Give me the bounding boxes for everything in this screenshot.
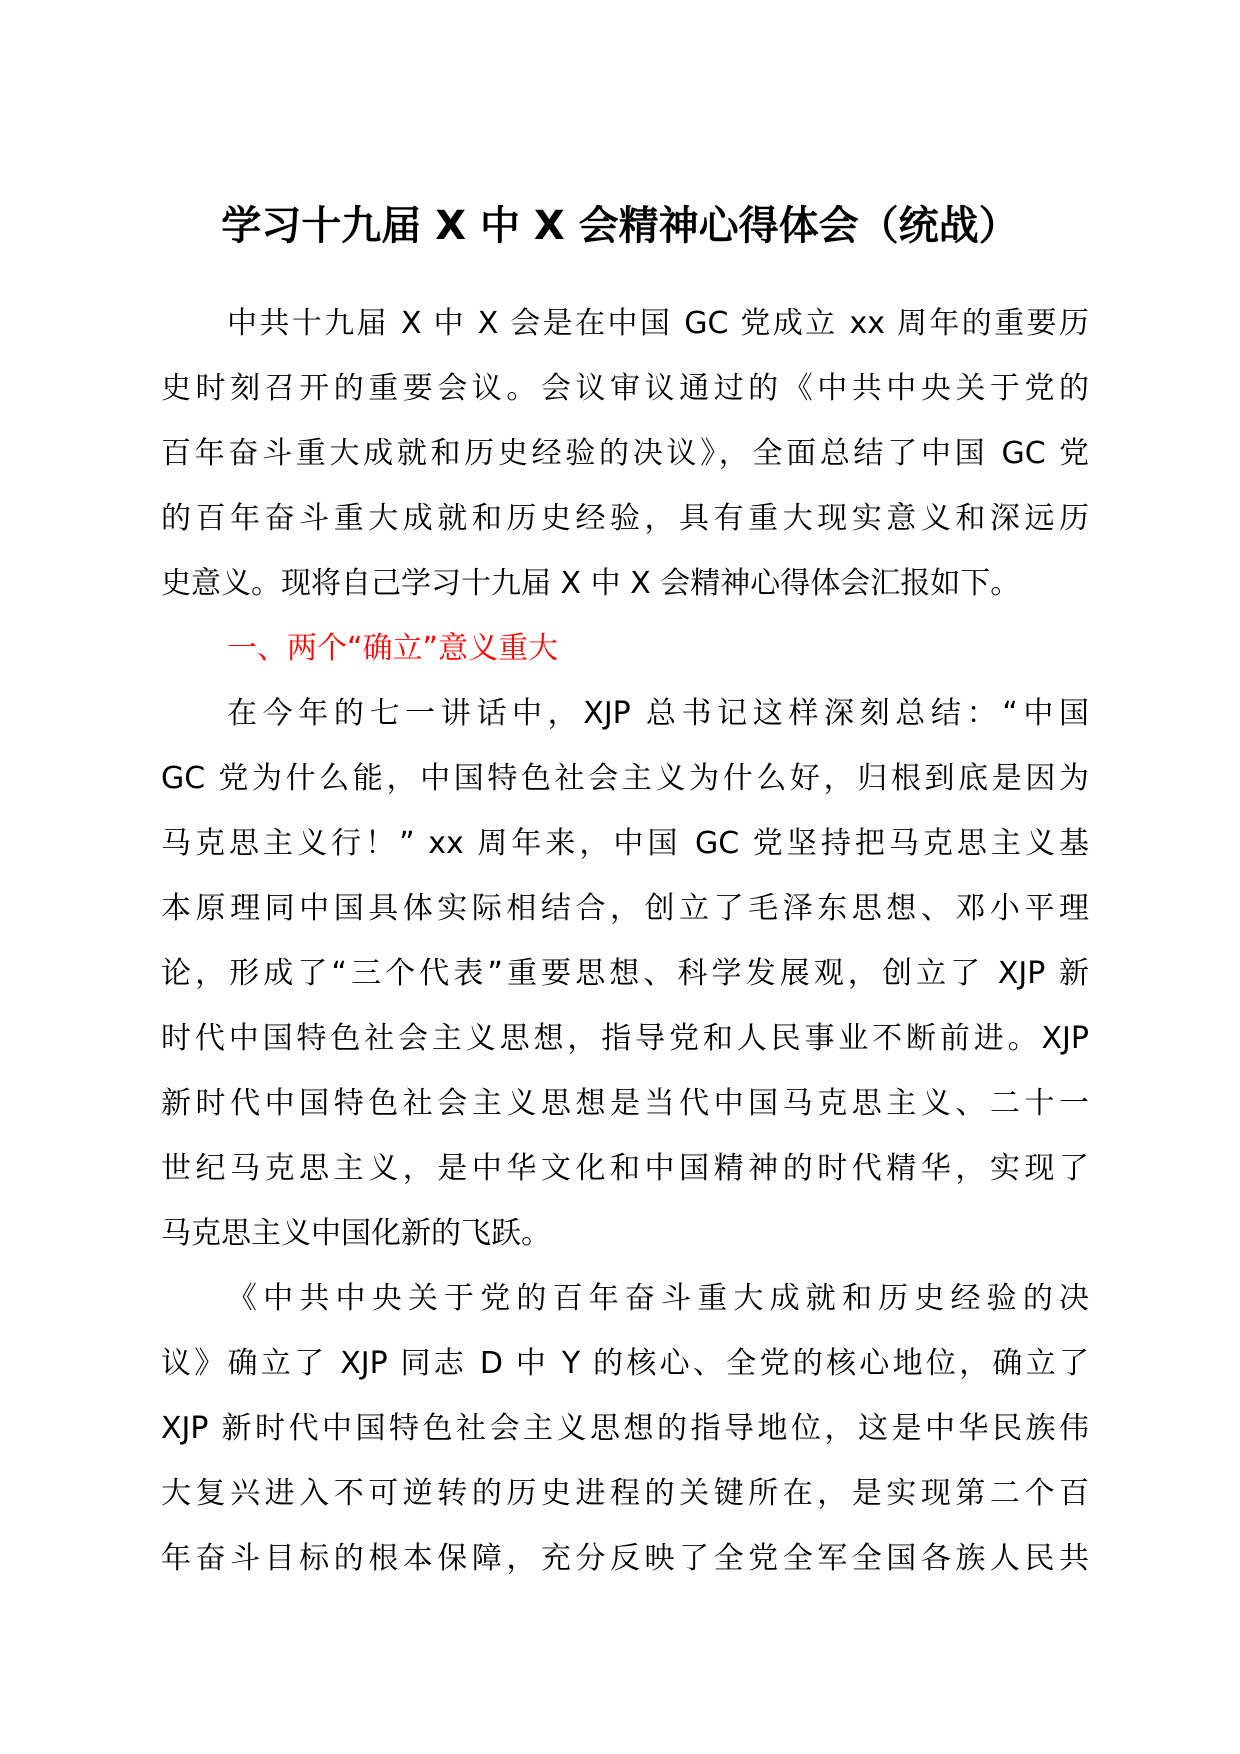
section-heading-text: 一、两个“确立”意义重大 xyxy=(227,631,559,666)
text-line: 世纪马克思主义，是中华文化和中国精神的时代精华，实现了 xyxy=(161,1151,1089,1186)
text-line: 论，形成了“三个代表”重要思想、科学发展观，创立了 XJP 新 xyxy=(161,956,1089,991)
document-title: 学习十九届 X 中 X 会精神心得体会（统战） xyxy=(221,203,1019,249)
text-line: 的百年奋斗重大成就和历史经验，具有重大现实意义和深远历 xyxy=(161,501,1089,536)
text-line: 马克思主义中国化新的飞跃。 xyxy=(161,1216,551,1251)
text-line: 史时刻召开的重要会议。会议审议通过的《中共中央关于党的 xyxy=(161,371,1089,406)
text-line: 《中共中央关于党的百年奋斗重大成就和历史经验的决 xyxy=(227,1281,1089,1316)
paragraph-intro xyxy=(161,291,1089,616)
text-line: 马克思主义行！” xx 周年来，中国 GC 党坚持把马克思主义基 xyxy=(161,826,1089,861)
text-line: 本原理同中国具体实际相结合，创立了毛泽东思想、邓小平理 xyxy=(161,891,1089,926)
text-line: 大复兴进入不可逆转的历史进程的关键所在，是实现第二个百 xyxy=(161,1476,1089,1511)
text-line: GC 党为什么能，中国特色社会主义为什么好，归根到底是因为 xyxy=(161,761,1089,796)
text-line: 时代中国特色社会主义思想，指导党和人民事业不断前进。XJP xyxy=(161,1021,1089,1056)
text-line: 新时代中国特色社会主义思想是当代中国马克思主义、二十一 xyxy=(161,1086,1089,1121)
paragraph-resolution xyxy=(161,1266,1089,1591)
text-line: 史意义。现将自己学习十九届 X 中 X 会精神心得体会汇报如下。 xyxy=(161,566,1021,601)
section-heading xyxy=(161,616,1089,681)
text-line: XJP 新时代中国特色社会主义思想的指导地位，这是中华民族伟 xyxy=(161,1411,1089,1446)
document-body xyxy=(161,291,1089,1591)
text-line: 百年奋斗重大成就和历史经验的决议》，全面总结了中国 GC 党 xyxy=(161,436,1089,471)
paragraph-speech xyxy=(161,681,1089,1266)
text-line: 议》确立了 XJP 同志 D 中 Y 的核心、全党的核心地位，确立了 xyxy=(161,1346,1089,1381)
text-line: 年奋斗目标的根本保障，充分反映了全党全军全国各族人民共 xyxy=(161,1541,1089,1576)
text-line: 在今年的七一讲话中，XJP 总书记这样深刻总结：“中国 xyxy=(227,696,1089,731)
text-line: 中共十九届 X 中 X 会是在中国 GC 党成立 xx 周年的重要历 xyxy=(227,306,1089,341)
